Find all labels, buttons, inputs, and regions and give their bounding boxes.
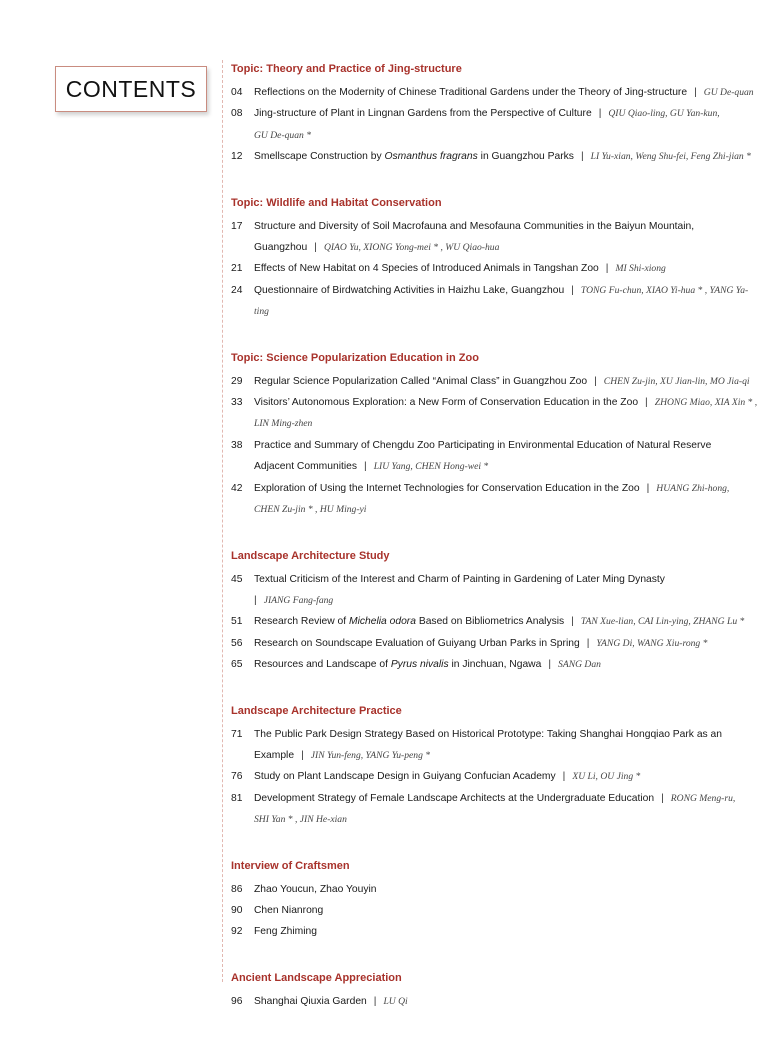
toc-section [231, 859, 761, 943]
toc-entry[interactable] [231, 991, 761, 1012]
entry-body [254, 766, 761, 787]
section-title: Landscape Architecture Practice [231, 704, 402, 717]
toc-entry[interactable] [231, 921, 761, 942]
section-title: Landscape Architecture Study [231, 549, 390, 562]
page-spacer [231, 456, 254, 477]
entry-title[interactable]: Exploration of Using the Internet Technologies for Conservation Education in the Zoo [254, 482, 640, 494]
entry-authors: LI Yu-xian, Weng Shu-fei, Feng Zhi-jian * [590, 151, 751, 163]
separator: | [548, 659, 552, 671]
entry-body [254, 900, 761, 921]
section-title: Topic: Wildlife and Habitat Conservation [231, 196, 442, 209]
entry-title[interactable]: Shanghai Qiuxia Garden [254, 995, 367, 1007]
title-pre: Resources and Landscape of [254, 659, 391, 671]
page-number: 51 [231, 616, 243, 628]
entry-body [254, 991, 761, 1012]
entry-authors-continued: CHEN Zu-jin * , HU Ming-yi [254, 504, 367, 516]
page-number: 17 [231, 220, 243, 232]
entry-authors-continued: JIANG Fang-fang [263, 594, 334, 606]
entry-title[interactable]: Questionnaire of Birdwatching Activities in Haizhu Lake, Guangzhou [254, 284, 565, 296]
toc-section [231, 351, 761, 521]
entry-body [254, 879, 761, 900]
title-italic: Osmanthus fragrans [384, 151, 478, 163]
toc-section [231, 62, 761, 168]
separator: | [301, 749, 304, 761]
page-number: 21 [231, 263, 243, 275]
toc-entry[interactable] [231, 633, 761, 654]
entry-body [254, 478, 761, 499]
entry-title[interactable]: Chen Nianrong [254, 904, 324, 916]
contents-label: CONTENTS [65, 75, 197, 102]
entry-authors: JIN Yun-feng, YANG Yu-peng * [310, 749, 431, 761]
entry-title[interactable]: Regular Science Popularization Called “Animal Class” in Guangzhou Zoo [254, 375, 588, 387]
entry-authors: LU Qi [383, 995, 408, 1007]
page-number: 90 [231, 904, 243, 916]
toc-entry[interactable] [231, 216, 761, 259]
title-pre: Smellscape Construction by [254, 151, 385, 163]
page-number: 96 [231, 995, 243, 1007]
toc-entry[interactable] [231, 654, 761, 675]
entry-authors: RONG Meng-ru, [670, 792, 736, 804]
section-title: Topic: Theory and Practice of Jing-structure [231, 63, 462, 75]
page-number: 86 [231, 883, 243, 895]
title-post: Based on Bibliometrics Analysis [415, 616, 565, 628]
toc-entry[interactable] [231, 103, 761, 124]
entry-body [254, 280, 761, 323]
toc-entry[interactable] [231, 879, 761, 900]
entry-authors: TONG Fu-chun, XIAO Yi-hua * , YANG Ya-ting [254, 284, 749, 318]
separator: | [562, 771, 566, 783]
toc-entry[interactable] [231, 258, 761, 279]
title-italic: Michelia odora [349, 616, 416, 628]
title-pre: Research Review of [254, 616, 349, 628]
entry-authors: SANG Dan [558, 659, 601, 671]
toc-entry-continuation [231, 499, 761, 520]
toc-entry[interactable] [231, 788, 761, 809]
toc-section [231, 549, 761, 676]
entry-body [254, 456, 761, 477]
entry-body [254, 809, 761, 830]
entry-body [254, 371, 761, 392]
section-title: Ancient Landscape Appreciation [231, 971, 402, 984]
toc-entry[interactable] [231, 724, 761, 745]
entry-body [254, 216, 761, 259]
separator: | [364, 461, 367, 473]
entry-authors: ZHONG Miao, XIA Xin * , [654, 397, 758, 409]
separator: | [571, 284, 574, 296]
entry-body [254, 258, 761, 279]
toc-entry[interactable] [231, 146, 761, 167]
page-number: 24 [231, 284, 243, 296]
entry-title[interactable]: Development Strategy of Female Landscape Architects at the Undergraduate Education [254, 792, 655, 804]
toc-entry-continuation [231, 413, 761, 434]
separator: | [580, 151, 584, 163]
toc-entry-continuation [231, 590, 761, 611]
page-number: 08 [231, 108, 243, 120]
entry-body [254, 82, 761, 103]
entry-body [254, 921, 761, 942]
title-post: in Jinchuan, Ngawa [448, 659, 542, 671]
separator: | [605, 263, 609, 275]
entry-body [254, 146, 761, 167]
page-number: 71 [231, 728, 243, 740]
entry-body [254, 654, 761, 675]
entry-body [254, 435, 761, 456]
separator: | [598, 108, 602, 120]
toc-section [231, 704, 761, 831]
separator: | [645, 397, 648, 409]
entry-body [254, 724, 761, 745]
page-number: 81 [231, 792, 243, 804]
toc-entry[interactable] [231, 478, 761, 499]
toc-section [231, 196, 761, 323]
toc-entry[interactable] [231, 280, 761, 323]
page-number: 29 [231, 375, 243, 387]
entry-body [254, 745, 761, 766]
page-spacer [231, 809, 254, 830]
page-number: 76 [231, 771, 243, 783]
toc-entry[interactable] [231, 435, 761, 456]
section-title: Interview of Craftsmen [231, 859, 350, 872]
entry-authors: QIU Qiao-ling, GU Yan-kun, [608, 108, 720, 120]
toc-entry-continuation [231, 456, 761, 477]
toc-entry[interactable] [231, 569, 761, 590]
page-number: 65 [231, 659, 243, 671]
entry-authors: LIU Yang, CHEN Hong-wei * [373, 461, 489, 473]
entry-authors: XU Li, OU Jing * [572, 771, 641, 783]
entry-title[interactable]: Zhao Youcun, Zhao Youyin [254, 883, 377, 895]
entry-title[interactable] [254, 151, 574, 162]
entry-authors-continued: LIN Ming-zhen [254, 418, 313, 430]
page-number: 33 [231, 397, 243, 409]
entry-title[interactable]: Visitors’ Autonomous Exploration: a New Form of Conservation Education in the Zoo [254, 397, 639, 409]
entry-authors: TAN Xue-lian, CAI Lin-ying, ZHANG Lu * [580, 616, 745, 628]
toc-entry-continuation [231, 809, 761, 830]
entry-title[interactable]: Study on Plant Landscape Design in Guiyang Confucian Academy [254, 771, 556, 783]
entry-authors-continued: GU De-quan * [254, 129, 312, 141]
entry-authors: QIAO Yu, XIONG Yong-mei * , WU Qiao-hua [323, 242, 500, 254]
toc-section [231, 971, 761, 1012]
entry-title[interactable] [254, 659, 541, 670]
entry-body [254, 413, 761, 434]
toc-entry[interactable] [231, 371, 761, 392]
page-number: 56 [231, 637, 243, 649]
entry-body [254, 103, 761, 124]
table-of-contents [231, 62, 761, 1040]
entry-body [254, 569, 761, 590]
toc-entry-continuation [231, 125, 761, 146]
entry-title[interactable]: Practice and Summary of Chengdu Zoo Participating in Environmental Education of Natural Reserve [254, 439, 712, 451]
page-number: 12 [231, 151, 243, 163]
entry-body [254, 499, 761, 520]
toc-entry[interactable] [231, 392, 761, 413]
toc-entry[interactable] [231, 766, 761, 787]
page-number: 45 [231, 573, 243, 585]
entry-title[interactable]: Research on Soundscape Evaluation of Guiyang Urban Parks in Spring [254, 637, 580, 649]
divider-line [222, 60, 223, 982]
separator: | [314, 242, 317, 254]
page-spacer [231, 125, 254, 146]
contents-label-box [55, 66, 207, 112]
separator: | [661, 792, 664, 804]
entry-title[interactable]: Jing-structure of Plant in Lingnan Gardens from the Perspective of Culture [254, 108, 592, 120]
page-spacer [231, 590, 254, 611]
entry-title[interactable] [254, 616, 564, 627]
entry-title-continued[interactable]: Example [254, 749, 295, 761]
title-post: in Guangzhou Parks [477, 151, 574, 163]
separator: | [571, 616, 574, 628]
entry-title[interactable]: Structure and Diversity of Soil Macrofauna and Mesofauna Communities in the Baiyun Mountain, Guangzhou [254, 220, 695, 254]
entry-body [254, 633, 761, 654]
separator: | [694, 87, 697, 98]
toc-entry[interactable] [231, 611, 761, 632]
entry-authors-continued: SHI Yan * , JIN He-xian [254, 814, 347, 826]
title-italic: Pyrus nivalis [390, 659, 449, 671]
separator: | [586, 637, 590, 649]
separator: | [373, 995, 377, 1007]
entry-body [254, 125, 761, 146]
page-spacer [231, 499, 254, 520]
page-number: 38 [231, 439, 243, 451]
entry-title[interactable]: Feng Zhiming [254, 926, 317, 938]
entry-body [254, 788, 761, 809]
entry-authors: MI Shi-xiong [615, 263, 666, 275]
entry-title[interactable]: Textual Criticism of the Interest and Charm of Painting in Gardening of Later Ming Dynasty [254, 573, 665, 585]
toc-entry[interactable] [231, 82, 761, 103]
entry-title[interactable]: Reflections on the Modernity of Chinese Traditional Gardens under the Theory of Jing-structure [254, 87, 688, 98]
entry-authors: GU De-quan [703, 87, 754, 98]
separator: | [646, 482, 650, 494]
toc-entry[interactable] [231, 900, 761, 921]
entry-authors: HUANG Zhi-hong, [656, 482, 730, 494]
separator: | [594, 375, 597, 387]
page-spacer [231, 745, 254, 766]
separator: | [254, 594, 257, 606]
page-number: 42 [231, 482, 243, 494]
entry-title[interactable]: Effects of New Habitat on 4 Species of Introduced Animals in Tangshan Zoo [254, 263, 599, 275]
entry-body [254, 392, 761, 413]
page-spacer [231, 413, 254, 434]
entry-title[interactable]: The Public Park Design Strategy Based on Historical Prototype: Taking Shanghai Hongqiao Park as an [254, 728, 723, 740]
section-title: Topic: Science Popularization Education in Zoo [231, 351, 479, 364]
entry-body [254, 590, 761, 611]
entry-authors: CHEN Zu-jin, XU Jian-lin, MO Jia-qi [603, 375, 750, 387]
page-number: 04 [231, 87, 243, 98]
entry-title-continued[interactable]: Adjacent Communities [254, 461, 358, 473]
page-number: 92 [231, 926, 243, 938]
entry-authors: YANG Di, WANG Xiu-rong * [596, 637, 708, 649]
toc-entry-continuation [231, 745, 761, 766]
entry-body [254, 611, 761, 632]
